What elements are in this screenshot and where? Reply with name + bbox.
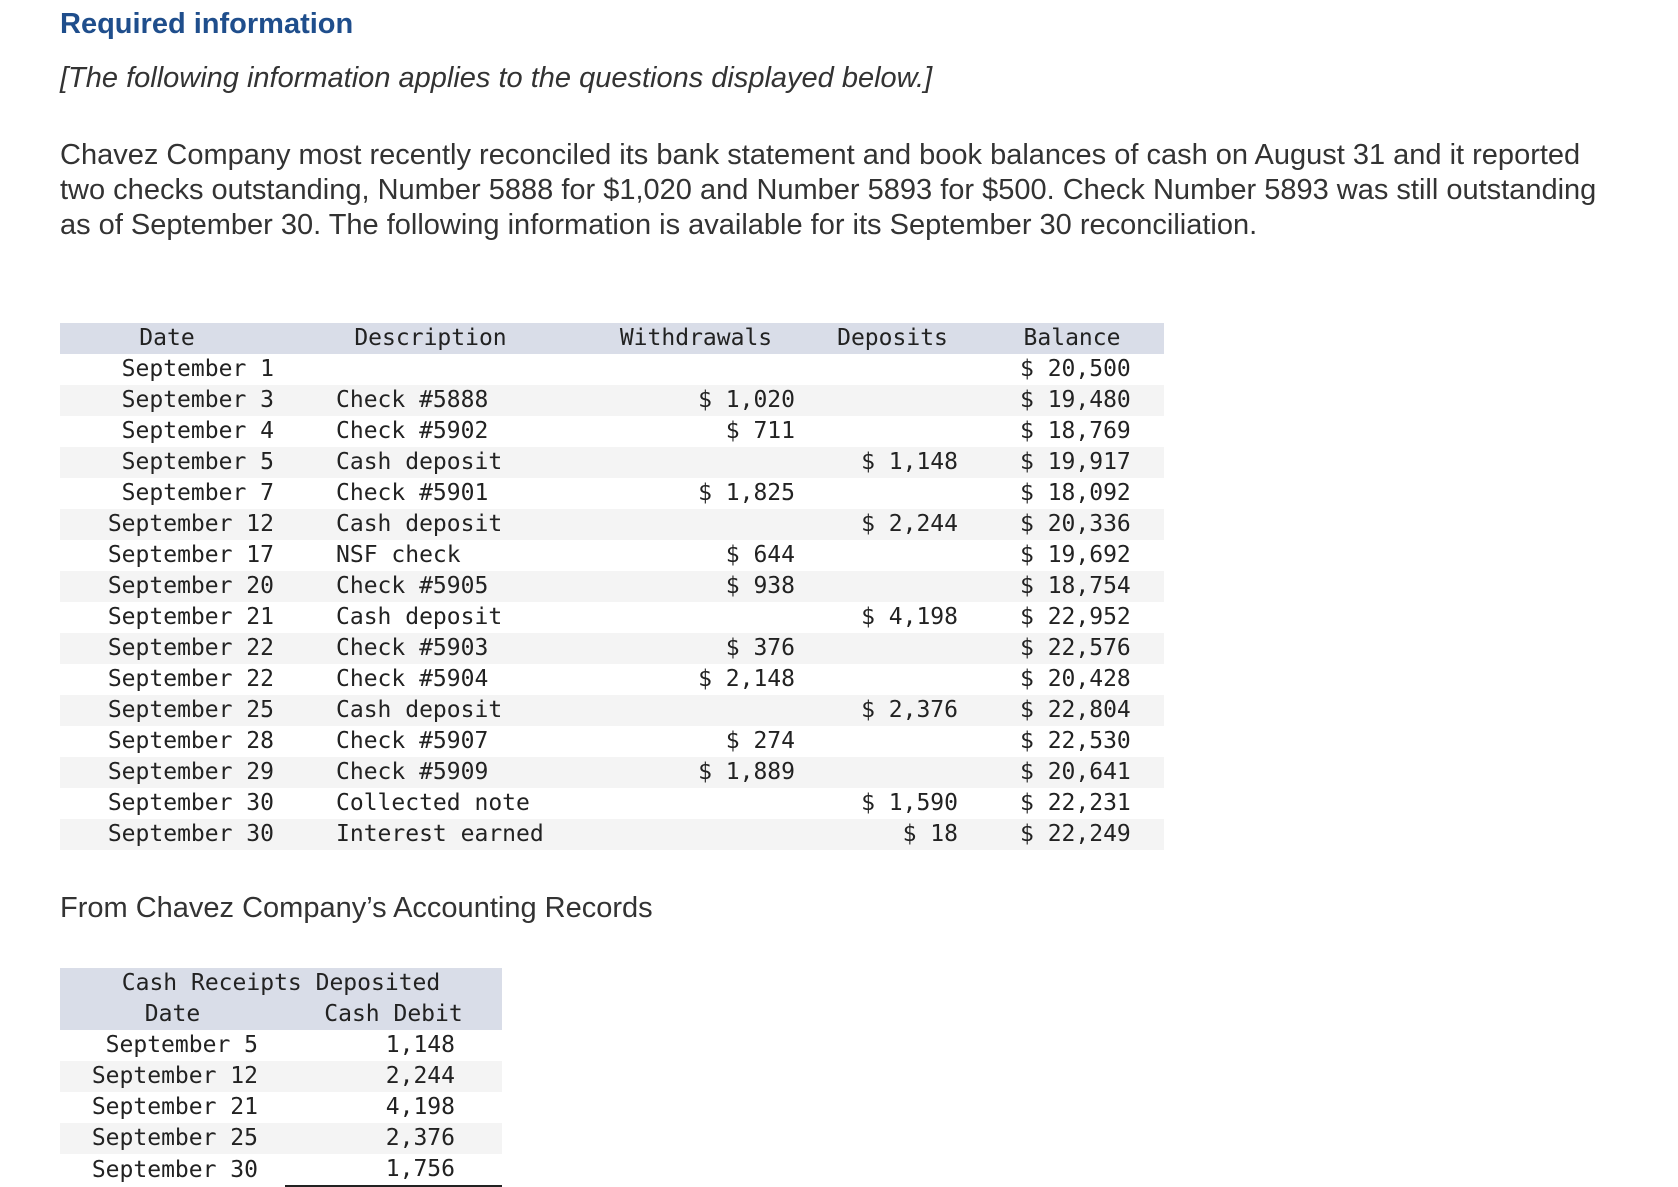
row-deposit: $ 1,148 (805, 447, 980, 478)
row-description: Check #5903 (274, 633, 587, 664)
cash-receipts-body (60, 1030, 502, 1186)
table-row (60, 695, 1164, 726)
table-row (60, 478, 1164, 509)
row-description: Check #5902 (336, 418, 489, 444)
table-row (60, 509, 1164, 540)
row-date: September 28 (107, 728, 274, 754)
receipt-date: September 30 (91, 1156, 258, 1183)
row-withdrawal (587, 788, 805, 819)
row-withdrawal (587, 447, 805, 478)
receipt-cash-debit: 2,376 (285, 1123, 502, 1154)
row-balance: $ 19,917 (980, 447, 1164, 478)
cash-receipts-caption-row (60, 968, 502, 999)
row-deposit (805, 540, 980, 571)
row-withdrawal (587, 509, 805, 540)
row-withdrawal: $ 1,889 (587, 757, 805, 788)
table-row (60, 416, 1164, 447)
row-description (274, 354, 587, 385)
column-header-description: Description (274, 323, 587, 354)
bank-statement-body (60, 354, 1164, 850)
column-header-date: Date (60, 323, 274, 354)
receipt-cash-debit: 2,244 (285, 1061, 502, 1092)
row-deposit (805, 726, 980, 757)
table-row (60, 1154, 502, 1186)
row-withdrawal (587, 819, 805, 850)
row-withdrawal: $ 2,148 (698, 666, 795, 692)
row-balance: $ 18,092 (1020, 480, 1131, 506)
table-row (60, 819, 1164, 850)
row-date: September 21 (107, 604, 274, 630)
column-header-balance: Balance (980, 323, 1164, 354)
row-deposit: $ 2,244 (805, 509, 980, 540)
column-header-cash-debit: Cash Debit (285, 999, 502, 1030)
row-description: Cash deposit (336, 604, 503, 630)
row-deposit (805, 664, 980, 695)
row-balance: $ 22,804 (980, 695, 1164, 726)
applies-note: [The following information applies to the questions displayed below.] (60, 62, 933, 94)
table-row (60, 664, 1164, 695)
row-description: Interest earned (274, 819, 587, 850)
receipt-cash-debit: 1,756 (285, 1154, 502, 1186)
row-description: Cash deposit (274, 695, 587, 726)
receipt-date: September 12 (60, 1061, 285, 1092)
row-deposit: $ 1,590 (861, 790, 958, 816)
cash-receipts-table (60, 968, 502, 1187)
row-deposit (805, 571, 980, 602)
row-date: September 30 (60, 819, 274, 850)
row-description: Check #5909 (274, 757, 587, 788)
row-withdrawal (587, 695, 805, 726)
row-balance: $ 20,500 (1020, 356, 1131, 382)
row-description: Collected note (336, 790, 530, 816)
row-date: September 3 (60, 385, 274, 416)
row-description: Check #5904 (336, 666, 489, 692)
row-description: Check #5901 (336, 480, 489, 506)
table-row (60, 633, 1164, 664)
table-row (60, 571, 1164, 602)
row-balance: $ 20,428 (1020, 666, 1131, 692)
row-description: Check #5888 (274, 385, 587, 416)
row-description: Cash deposit (274, 509, 587, 540)
problem-intro-paragraph: Chavez Company most recently reconciled its bank statement and book balances of cash on August 31 and it reported two checks outstanding, Number 5888 for $1,020 and Number 5893 for $500. Check Number 5893 was still outstanding as of September 30. The following information is available for its September 30 reconciliation. (60, 139, 1597, 241)
column-header-receipt-date: Date (60, 999, 285, 1030)
row-deposit (805, 416, 980, 447)
row-date: September 30 (107, 790, 274, 816)
table-row (60, 385, 1164, 416)
row-withdrawal (587, 602, 805, 633)
row-description: NSF check (336, 542, 461, 568)
cash-receipts-caption: Cash Receipts Deposited (60, 968, 502, 999)
row-date: September 20 (60, 571, 274, 602)
row-balance: $ 19,480 (980, 385, 1164, 416)
table-row (60, 540, 1164, 571)
row-withdrawal: $ 938 (587, 571, 805, 602)
row-deposit (805, 757, 980, 788)
row-date: September 1 (121, 356, 274, 382)
row-withdrawal: $ 1,020 (587, 385, 805, 416)
row-balance: $ 19,692 (1020, 542, 1131, 568)
row-description: Check #5905 (274, 571, 587, 602)
column-header-withdrawals: Withdrawals (587, 323, 805, 354)
required-information-heading: Required information (60, 8, 354, 40)
row-date: September 7 (121, 480, 274, 506)
table-row (60, 1092, 502, 1123)
row-date: September 5 (60, 447, 274, 478)
row-deposit: $ 4,198 (861, 604, 958, 630)
row-date: September 12 (60, 509, 274, 540)
receipt-cash-debit: 4,198 (385, 1094, 455, 1120)
row-withdrawal: $ 376 (587, 633, 805, 664)
row-deposit (805, 354, 980, 385)
table-row (60, 757, 1164, 788)
table-row (60, 1030, 502, 1061)
row-date: September 25 (60, 695, 274, 726)
receipt-date: September 25 (60, 1123, 285, 1154)
column-header-deposits: Deposits (805, 323, 980, 354)
row-date: September 22 (107, 666, 274, 692)
table-row (60, 1123, 502, 1154)
row-balance: $ 18,754 (980, 571, 1164, 602)
accounting-records-heading: From Chavez Company’s Accounting Records (60, 892, 653, 924)
receipt-date: September 21 (91, 1094, 258, 1120)
row-date: September 22 (60, 633, 274, 664)
receipt-cash-debit: 1,148 (385, 1032, 455, 1058)
row-description: Check #5907 (336, 728, 489, 754)
row-description: Cash deposit (274, 447, 587, 478)
row-date: September 29 (60, 757, 274, 788)
row-withdrawal (587, 354, 805, 385)
row-date: September 4 (121, 418, 274, 444)
row-deposit (805, 385, 980, 416)
row-balance: $ 22,530 (1020, 728, 1131, 754)
row-deposit: $ 2,376 (805, 695, 980, 726)
row-deposit (805, 478, 980, 509)
bank-statement-table (60, 323, 1164, 850)
row-balance: $ 22,231 (1020, 790, 1131, 816)
row-date: September 17 (107, 542, 274, 568)
row-withdrawal: $ 1,825 (698, 480, 795, 506)
row-balance: $ 20,641 (980, 757, 1164, 788)
table-row (60, 602, 1164, 633)
cash-receipts-header-row (60, 999, 502, 1030)
bank-statement-header-row (60, 323, 1164, 354)
row-withdrawal: $ 644 (725, 542, 795, 568)
row-balance: $ 22,249 (980, 819, 1164, 850)
row-balance: $ 18,769 (1020, 418, 1131, 444)
row-deposit: $ 18 (805, 819, 980, 850)
row-withdrawal: $ 274 (725, 728, 795, 754)
table-row (60, 726, 1164, 757)
table-row (60, 1061, 502, 1092)
table-row (60, 447, 1164, 478)
receipt-date: September 5 (105, 1032, 258, 1058)
row-balance: $ 20,336 (980, 509, 1164, 540)
table-row (60, 788, 1164, 819)
table-row (60, 354, 1164, 385)
row-balance: $ 22,576 (980, 633, 1164, 664)
row-withdrawal: $ 711 (725, 418, 795, 444)
row-deposit (805, 633, 980, 664)
row-balance: $ 22,952 (1020, 604, 1131, 630)
